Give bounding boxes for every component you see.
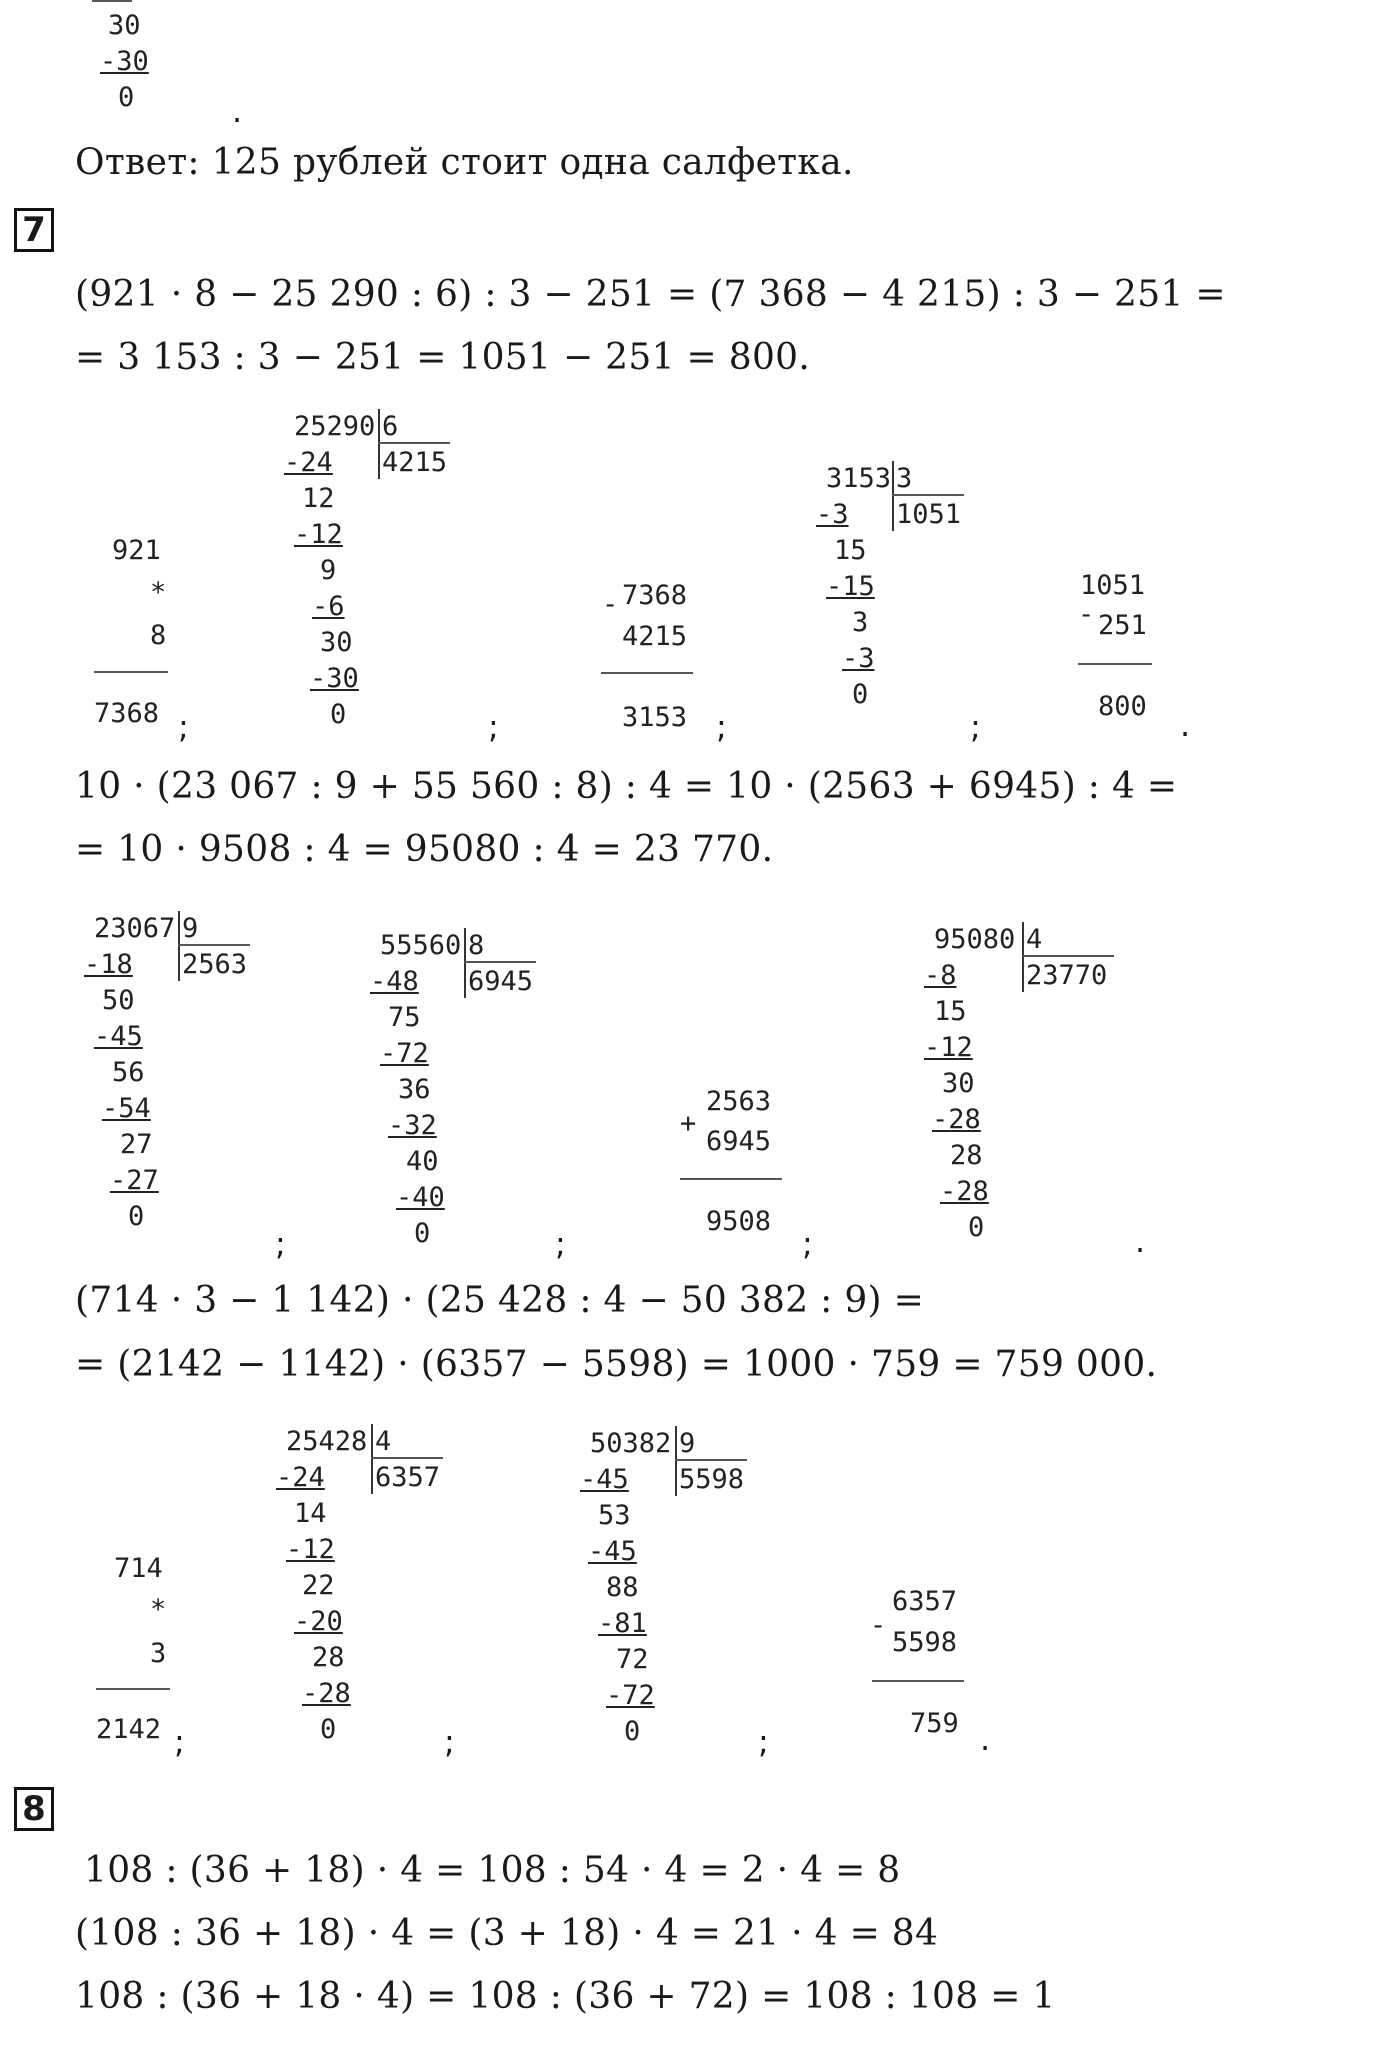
expression-line: 108 : (36 + 18 · 4) = 108 : (36 + 72) = 108 : 108 = 1 [75,1976,1056,2017]
long-division-step: -45 [580,1464,629,1495]
long-division-step: 0 [320,1714,337,1745]
long-division-step: 15 [834,535,867,566]
long-division-step: -12 [294,519,343,550]
long-division-step: 72 [616,1644,649,1675]
long-division-dividend: 3153 [826,463,892,494]
expression-line: = (2142 − 1142) · (6357 − 5598) = 1000 · 759 = 759 000. [75,1344,1158,1385]
long-division-dividend: 25290 [294,411,376,442]
long-division-step: -28 [302,1678,351,1709]
long-division-step: 28 [312,1642,345,1673]
column-result-line [94,671,168,673]
long-division-step: 56 [112,1057,145,1088]
expression-line: 108 : (36 + 18) · 4 = 108 : 54 · 4 = 2 · 4 = 8 [84,1850,901,1891]
column-result: 800 [1098,691,1147,722]
semicolon: ; [802,1225,813,1263]
long-division-dividend: 50382 [590,1428,672,1459]
long-division-step: -30 [310,663,359,694]
expression-line: 10 · (23 067 : 9 + 55 560 : 8) : 4 = 10 · (2563 + 6945) : 4 = [75,766,1178,807]
semicolon: ; [758,1723,769,1761]
long-division-quotient-line [378,442,450,444]
long-division-quotient-line [371,1457,443,1459]
end-dot: . [1180,706,1191,744]
long-division-quotient-line [464,961,536,963]
long-division-quotient: 6357 [375,1462,441,1493]
long-division-quotient: 4215 [382,447,448,478]
long-division-step: -28 [932,1104,981,1135]
long-division-step: 28 [950,1140,983,1171]
long-division-step: -24 [276,1462,325,1493]
long-division-step: -8 [924,960,957,991]
long-division-quotient: 6945 [468,966,534,997]
column-operand: 4215 [622,621,688,652]
long-division-bar [1022,922,1024,992]
column-operator: + [680,1108,697,1139]
division-tail-dot: . [232,92,243,130]
long-division-step: 0 [128,1201,145,1232]
semicolon: ; [716,708,727,746]
division-tail-line [92,0,132,2]
column-operand: 3 [150,1638,167,1669]
semicolon: ; [970,708,981,746]
column-operand: 251 [1098,610,1147,641]
long-division-step: 0 [414,1218,431,1249]
end-dot: . [980,1720,991,1758]
semicolon: ; [555,1225,566,1263]
long-division-step: 0 [852,679,869,710]
long-division-step: 15 [934,996,967,1027]
long-division-quotient: 23770 [1026,960,1108,991]
long-division-dividend: 55560 [380,930,462,961]
long-division-bar [178,911,180,981]
long-division-step: 88 [606,1572,639,1603]
division-tail-step: -30 [100,46,149,77]
column-operand: 8 [150,620,167,651]
column-result: 9508 [706,1206,772,1237]
column-result-line [872,1680,964,1682]
long-division-bar [675,1426,677,1496]
long-division-step: -6 [312,591,345,622]
long-division-quotient-line [675,1459,747,1461]
column-operand: 2563 [706,1086,772,1117]
long-division-divisor: 4 [1026,924,1043,955]
long-division-step: 12 [302,483,335,514]
long-division-step: -3 [842,643,875,674]
expression-line: (921 · 8 − 25 290 : 6) : 3 − 251 = (7 368 − 4 215) : 3 − 251 = [75,274,1226,315]
long-division-step: -24 [284,447,333,478]
semicolon: ; [275,1225,286,1263]
long-division-bar [892,461,894,531]
long-division-step: -48 [370,966,419,997]
long-division-step: 9 [320,555,337,586]
semicolon: ; [174,1723,185,1761]
long-division-step: -15 [826,571,875,602]
column-result-line [96,1688,170,1690]
column-result-line [1078,663,1152,665]
long-division-divisor: 9 [679,1428,696,1459]
task-number-7: 7 [14,208,54,252]
long-division-divisor: 3 [896,463,913,494]
long-division-step: -18 [84,949,133,980]
column-operand: 714 [114,1553,163,1584]
long-division-step: -32 [388,1110,437,1141]
long-division-step: 75 [388,1002,421,1033]
long-division-step: -72 [380,1038,429,1069]
column-operator: - [602,589,619,620]
semicolon: ; [444,1723,455,1761]
division-tail-step: 30 [108,10,141,41]
long-division-step: 0 [624,1716,641,1747]
long-division-step: -54 [102,1093,151,1124]
long-division-dividend: 25428 [286,1426,368,1457]
expression-line: (714 · 3 − 1 142) · (25 428 : 4 − 50 382 : 9) = [75,1280,925,1321]
long-division-quotient-line [1022,955,1114,957]
long-division-step: -45 [588,1536,637,1567]
long-division-step: -81 [598,1608,647,1639]
long-division-step: 14 [294,1498,327,1529]
column-result: 2142 [96,1714,162,1745]
long-division-divisor: 4 [375,1426,392,1457]
long-division-quotient: 5598 [679,1464,745,1495]
long-division-bar [464,928,466,998]
column-operand: 921 [112,535,161,566]
long-division-step: -12 [286,1534,335,1565]
long-division-bar [378,409,380,479]
column-result-line [601,672,693,674]
long-division-step: -3 [816,499,849,530]
long-division-step: 27 [120,1129,153,1160]
long-division-step: -40 [396,1182,445,1213]
division-tail-step: 0 [118,82,135,113]
expression-line: (108 : 36 + 18) · 4 = (3 + 18) · 4 = 21 · 4 = 84 [75,1913,939,1954]
long-division-step: 0 [968,1212,985,1243]
long-division-step: 50 [102,985,135,1016]
long-division-bar [371,1424,373,1494]
column-operand: 7368 [622,580,688,611]
long-division-step: -27 [110,1165,159,1196]
long-division-step: -28 [940,1176,989,1207]
expression-line: = 10 · 9508 : 4 = 95080 : 4 = 23 770. [75,829,774,870]
column-operand: 6357 [892,1586,958,1617]
long-division-step: -45 [94,1021,143,1052]
column-operator: * [150,1594,167,1625]
answer-line: Ответ: 125 рублей стоит одна салфетка. [75,142,854,183]
semicolon: ; [178,708,189,746]
column-operand: 5598 [892,1627,958,1658]
long-division-step: -12 [924,1032,973,1063]
long-division-dividend: 23067 [94,913,176,944]
column-operator: - [1078,599,1095,630]
long-division-dividend: 95080 [934,924,1016,955]
long-division-step: 0 [330,699,347,730]
task-number-8: 8 [14,1787,54,1831]
long-division-step: -72 [606,1680,655,1711]
long-division-step: -20 [294,1606,343,1637]
end-dot: . [1135,1222,1146,1260]
column-operator: * [150,577,167,608]
long-division-step: 30 [942,1068,975,1099]
column-result: 759 [910,1708,959,1739]
column-result-line [680,1178,782,1180]
long-division-step: 22 [302,1570,335,1601]
column-operand: 6945 [706,1126,772,1157]
expression-line: = 3 153 : 3 − 251 = 1051 − 251 = 800. [75,337,811,378]
long-division-divisor: 8 [468,930,485,961]
semicolon: ; [488,708,499,746]
long-division-divisor: 6 [382,411,399,442]
long-division-divisor: 9 [182,913,199,944]
column-operator: - [870,1610,887,1641]
long-division-quotient-line [178,944,250,946]
long-division-step: 53 [598,1500,631,1531]
long-division-quotient: 2563 [182,949,248,980]
long-division-step: 40 [406,1146,439,1177]
long-division-quotient-line [892,494,964,496]
long-division-step: 3 [852,607,869,638]
long-division-quotient: 1051 [896,499,962,530]
column-result: 3153 [622,702,688,733]
long-division-step: 36 [398,1074,431,1105]
column-result: 7368 [94,698,160,729]
long-division-step: 30 [320,627,353,658]
column-operand: 1051 [1080,570,1146,601]
